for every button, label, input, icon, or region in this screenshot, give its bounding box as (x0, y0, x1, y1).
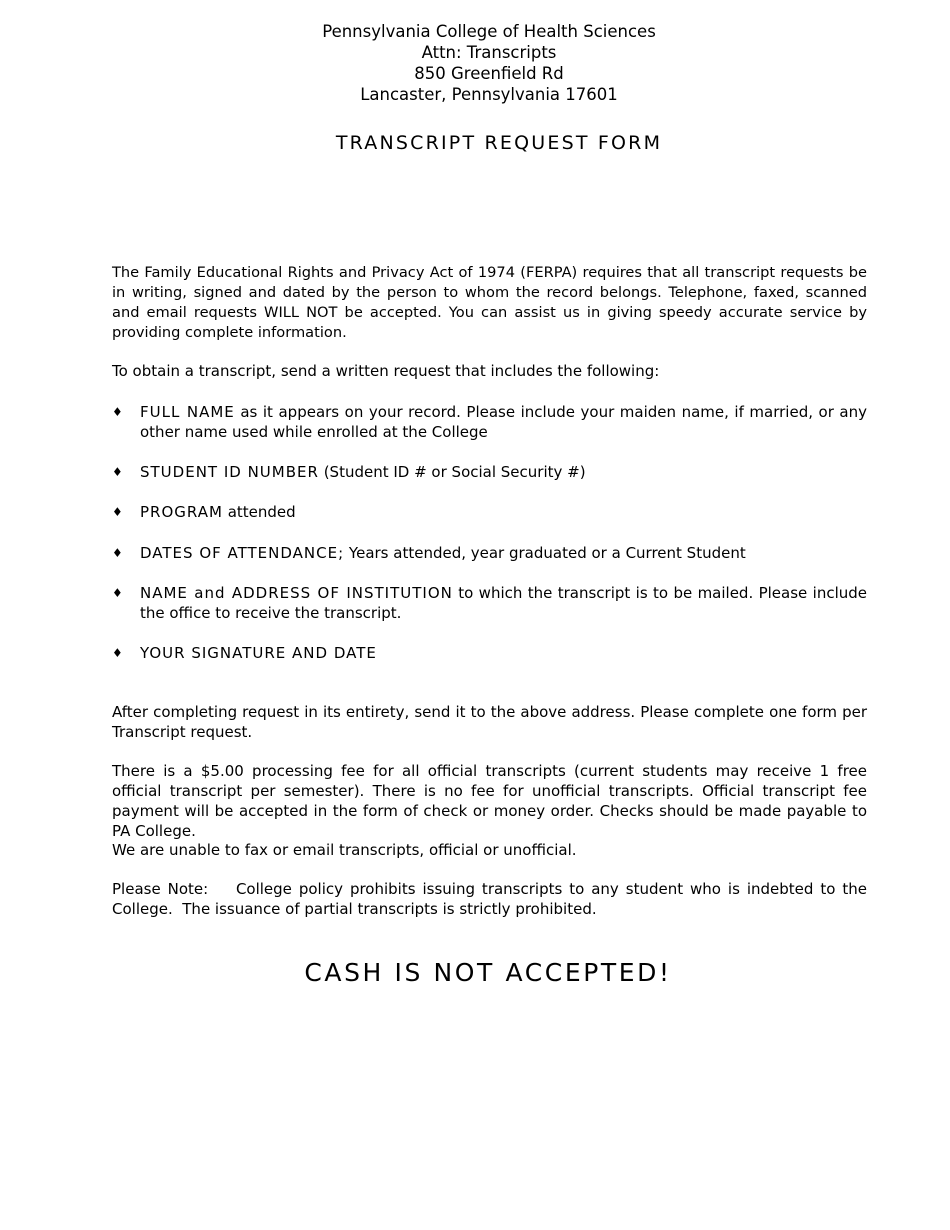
list-item-text: to which the transcript is to be mailed. Please include the office to receive the transcript. (140, 584, 867, 622)
list-item-text: attended (222, 503, 296, 521)
after-completing-paragraph: After completing request in its entirety, send it to the above address. Please complete one form per Transcript request. (112, 703, 867, 741)
diamond-bullet-icon: ♦ (112, 546, 123, 560)
list-item-heading: YOUR SIGNATURE AND DATE (140, 644, 377, 662)
address-line-attention: Attn: Transcripts (421, 43, 557, 62)
diamond-bullet-icon: ♦ (112, 646, 123, 660)
policy-note-paragraph: Please Note: College policy prohibits issuing transcripts to any student who is indebted to the College. The issuance of partial transcripts is strictly prohibited. (112, 880, 872, 918)
diamond-bullet-icon: ♦ (112, 586, 123, 600)
list-item-signature (112, 643, 867, 663)
form-title: TRANSCRIPT REQUEST FORM (335, 132, 663, 154)
list-item-heading: STUDENT ID NUMBER (140, 463, 319, 481)
list-item-program (112, 502, 867, 522)
list-item-institution (112, 583, 867, 623)
list-item-dates (112, 543, 867, 563)
list-item-text: as it appears on your record. Please include your maiden name, if married, or any other name used while enrolled at the College (140, 403, 867, 441)
ferpa-paragraph: The Family Educational Rights and Privacy Act of 1974 (FERPA) requires that all transcript requests be in writing, signed and dated by the person to whom the record belongs. Telephone, faxed, scanned and email requests WILL NOT be accepted. You can assist us in giving speedy accurate service by providing complete information. (112, 264, 867, 341)
diamond-bullet-icon: ♦ (112, 505, 123, 519)
list-item-text: Years attended, year graduated or a Current Student (344, 544, 746, 562)
list-item-text: (Student ID # or Social Security #) (318, 463, 586, 481)
no-fax-notice: We are unable to fax or email transcripts, official or unofficial. (112, 841, 577, 859)
list-item-heading: NAME and ADDRESS OF INSTITUTION (140, 584, 453, 602)
list-item-full-name (112, 402, 867, 442)
mailing-address (0, 21, 950, 105)
list-item-heading: FULL NAME (140, 403, 235, 421)
cash-not-accepted-notice: CASH IS NOT ACCEPTED! (304, 958, 672, 987)
diamond-bullet-icon: ♦ (112, 465, 123, 479)
address-line-street: 850 Greenfield Rd (414, 64, 564, 83)
processing-fee-paragraph: There is a $5.00 processing fee for all official transcripts (current students may receive 1 free official transcript per semester). There is no fee for unofficial transcripts. Official transcript fee payment will be accepted in the form of check or money order. Checks should be made payable to PA College. (112, 762, 867, 840)
list-item-heading: DATES OF ATTENDANCE; (140, 544, 345, 562)
diamond-bullet-icon: ♦ (112, 405, 123, 419)
intro-paragraph: To obtain a transcript, send a written request that includes the following: (112, 362, 660, 380)
list-item-student-id (112, 462, 867, 482)
list-item-heading: PROGRAM (140, 503, 223, 521)
address-line-city: Lancaster, Pennsylvania 17601 (360, 85, 618, 104)
address-line-institution: Pennsylvania College of Health Sciences (322, 22, 656, 41)
